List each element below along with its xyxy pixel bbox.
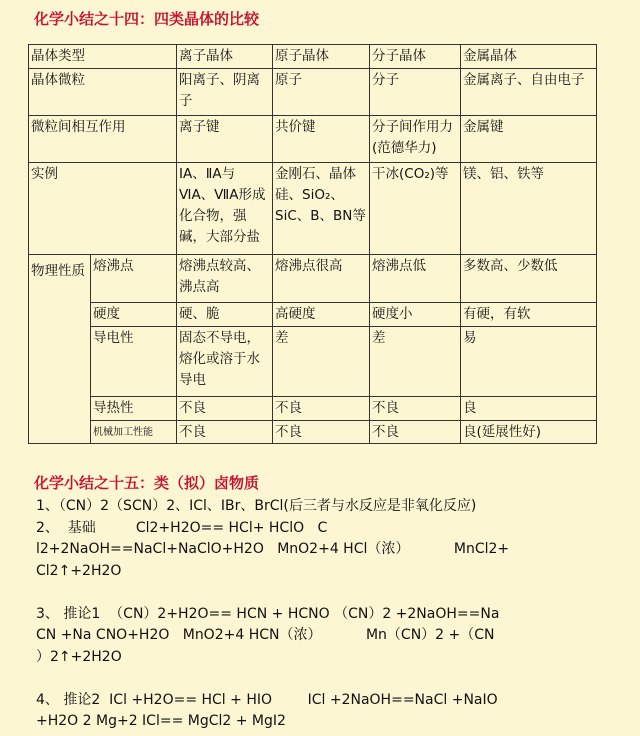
cell: 阳离子、阴离子 — [177, 69, 273, 116]
cell: 不良 — [273, 421, 370, 444]
cell: 熔沸点很高 — [273, 255, 370, 303]
text-line: Cl2↑+2H2O — [36, 562, 122, 579]
text-line: 2、 基础 Cl2+H2O== HCl+ HClO C — [36, 519, 328, 536]
cell: 不良 — [370, 421, 461, 444]
row-label-particles: 晶体微粒 — [29, 69, 177, 116]
cell: 金刚石、晶体硅、SiO₂、SiC、B、BN等 — [273, 163, 370, 255]
text-line: 1、（CN）2（SCN）2、ICl、IBr、BrCl(后三者与水反应是非氧化反应) — [36, 498, 477, 514]
blank-line — [36, 582, 626, 604]
header-ionic: 离子晶体 — [177, 45, 273, 69]
table-row — [29, 397, 597, 421]
cell: 硬、脆 — [177, 303, 273, 327]
pseudo-halogen-notes — [36, 496, 626, 733]
table-row — [29, 163, 597, 255]
cell: 良 — [461, 397, 597, 421]
cell: 固态不导电，熔化或溶于水导电 — [177, 327, 273, 397]
cell: 干冰(CO₂)等 — [370, 163, 461, 255]
cell: 差 — [370, 327, 461, 397]
cell: 不良 — [177, 421, 273, 444]
row-label-interaction: 微粒间相互作用 — [29, 116, 177, 163]
cell: 多数高、少数低 — [461, 255, 597, 303]
crystal-comparison-table — [28, 44, 597, 444]
cell: 易 — [461, 327, 597, 397]
section-title-14: 化学小结之十四：四类晶体的比较 — [34, 10, 260, 28]
table-row — [29, 421, 597, 444]
text-line: 3、 推论1 （CN）2+H2O== HCN + HCNO （CN）2 +2NaOH==Na — [36, 605, 500, 622]
row-label: 机械加工性能 — [91, 421, 177, 444]
cell: 不良 — [273, 397, 370, 421]
cell: 原子 — [273, 69, 370, 116]
table-row — [29, 45, 597, 69]
row-label: 导电性 — [91, 327, 177, 397]
cell: 高硬度 — [273, 303, 370, 327]
cell: 熔沸点较高、沸点高 — [177, 255, 273, 303]
cell: 分子 — [370, 69, 461, 116]
text-line: l2+2NaOH==NaCl+NaClO+H2O MnO2+4 HCl（浓） MnCl2+ — [36, 541, 510, 557]
text-line: ）2↑+2H2O — [36, 648, 122, 665]
physical-properties-label: 物理性质 — [29, 255, 91, 444]
row-label-examples: 实例 — [29, 163, 177, 255]
text-line: +H2O 2 Mg+2 ICl== MgCl2 + MgI2 — [36, 713, 286, 729]
cell: 金属离子、自由电子 — [461, 69, 597, 116]
cell: 不良 — [370, 397, 461, 421]
cell: ⅠA、ⅡA与ⅥA、ⅦA形成化合物，强碱，大部分盐 — [177, 163, 273, 255]
table-row — [29, 116, 597, 163]
cell: 金属键 — [461, 116, 597, 163]
header-metallic: 金属晶体 — [461, 45, 597, 69]
cell: 硬度小 — [370, 303, 461, 327]
row-label: 硬度 — [91, 303, 177, 327]
section-title-15: 化学小结之十五：类（拟）卤物质 — [34, 474, 260, 492]
cell: 有硬，有软 — [461, 303, 597, 327]
table-row — [29, 303, 597, 327]
header-atomic: 原子晶体 — [273, 45, 370, 69]
text-line: 4、 推论2 ICl +H2O== HCl + HIO ICl +2NaOH==NaCl +NaIO — [36, 691, 498, 708]
cell: 不良 — [177, 397, 273, 421]
cell: 镁、铝、铁等 — [461, 163, 597, 255]
cell: 差 — [273, 327, 370, 397]
table-row — [29, 327, 597, 397]
header-crystal-type: 晶体类型 — [29, 45, 177, 69]
header-molecular: 分子晶体 — [370, 45, 461, 69]
cell: 离子键 — [177, 116, 273, 163]
cell: 熔沸点低 — [370, 255, 461, 303]
text-line: CN +Na CNO+H2O MnO2+4 HCN（浓） Mn（CN）2 +（CN — [36, 627, 495, 643]
table-row — [29, 69, 597, 116]
row-label: 导热性 — [91, 397, 177, 421]
cell: 良(延展性好) — [461, 421, 597, 444]
row-label: 熔沸点 — [91, 255, 177, 303]
blank-line — [36, 668, 626, 690]
table-row — [29, 255, 597, 303]
cell: 共价键 — [273, 116, 370, 163]
cell: 分子间作用力(范德华力) — [370, 116, 461, 163]
